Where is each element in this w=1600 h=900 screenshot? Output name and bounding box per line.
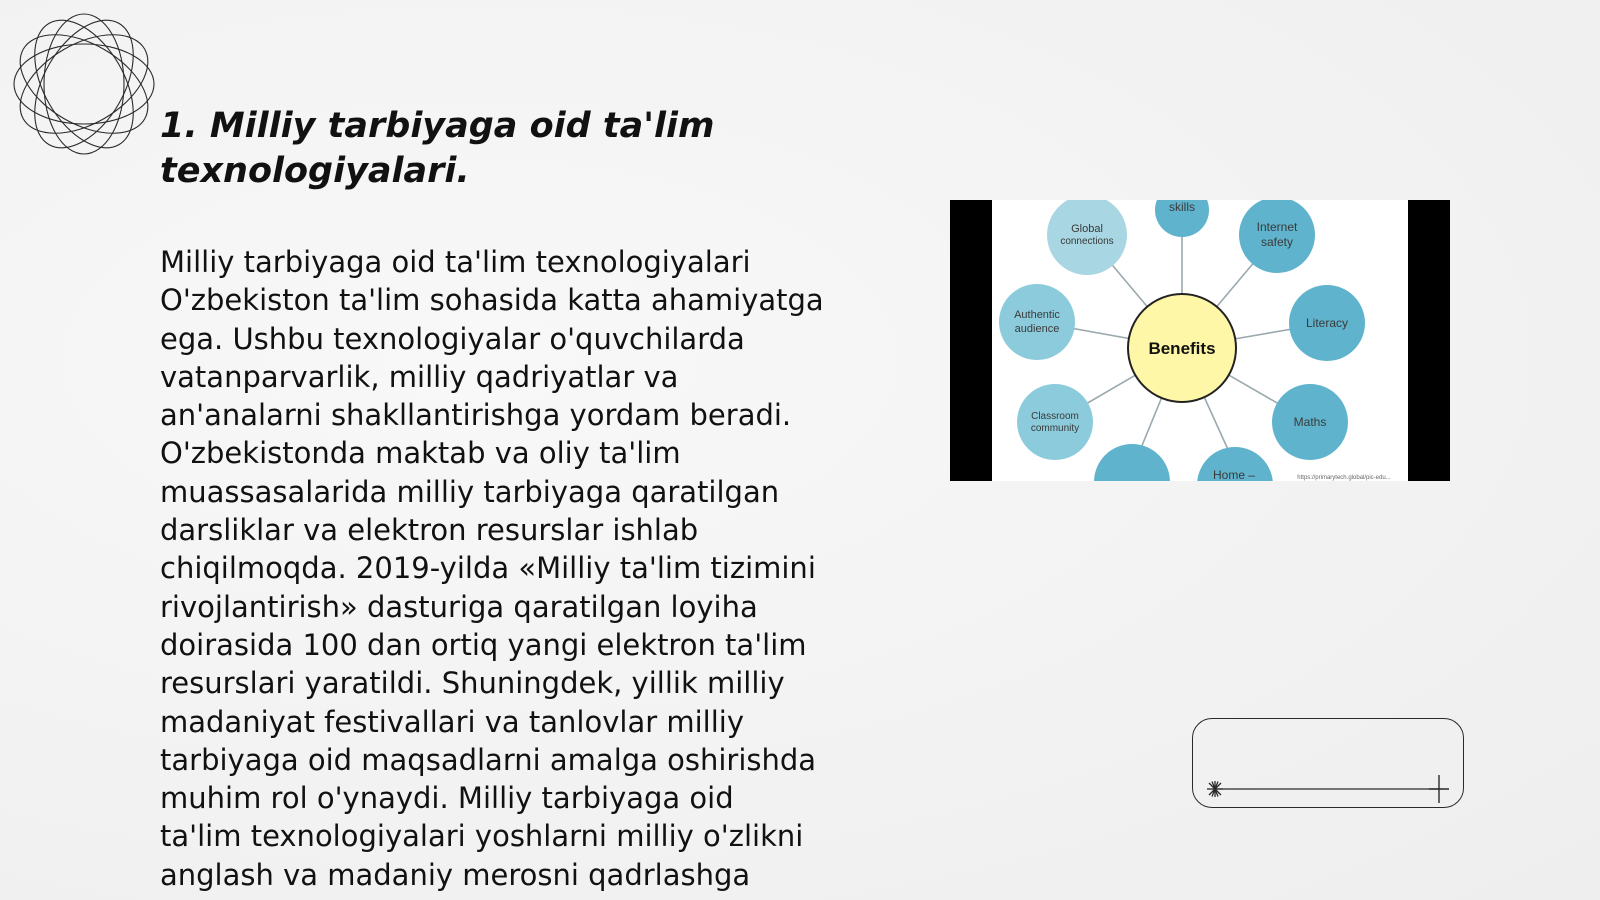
internet-label-1: Internet [1256,220,1298,234]
global-label-2: connections [1060,236,1114,247]
decorative-frame [1192,718,1464,808]
internet-label-2: safety [1260,235,1294,249]
body-line: resurslari yaratildi. Shuningdek, yillik milliy [160,666,785,701]
benefits-diagram-image [950,200,1450,481]
skills-label: skills [1169,200,1195,214]
body-line: an'analarni shakllantirishga yordam beradi. [160,398,792,433]
body-line: doirasida 100 dan ortiq yangi elektron ta'lim [160,627,807,662]
spirograph-ornament-icon [10,10,158,158]
classroom-label-1: Classroom [1031,411,1079,422]
body-line: muhim rol o'ynaydi. Milliy tarbiyaga oid [160,781,734,816]
body-line: ega. Ushbu texnologiyalar o'quvchilarda [160,321,745,356]
body-line: rivojlantirish» dasturiga qaratilgan loyiha [160,589,758,624]
body-line: chiqilmoqda. 2019-yilda «Milliy ta'lim tizimini [160,551,816,586]
plus-star-icon [1429,775,1449,803]
maths-label: Maths [1293,415,1327,429]
center-label: Benefits [1148,339,1216,358]
slide-title [160,104,860,194]
body-line: ta'lim texnologiyalari yoshlarni milliy o'zlikni [160,819,804,854]
body-line: anglash va madaniy merosni qadrlashga [160,857,751,892]
body-line: darsliklar va elektron resurslar ishlab [160,513,699,548]
source-url: https://primarytech.global/pic-edu... [1297,475,1391,481]
body-line: O'zbekiston ta'lim sohasida katta ahamiyatga [160,283,824,318]
benefits-diagram [950,200,1450,481]
body-line: O'zbekistonda maktab va oliy ta'lim [160,436,681,471]
classroom-label-2: community [1030,423,1080,434]
global-label-1: Global [1071,223,1103,235]
literacy-label: Literacy [1305,316,1349,330]
home-label: Home – [1212,468,1256,481]
authentic-label-2: audience [1014,323,1060,335]
authentic-label-1: Authentic [1014,309,1060,321]
body-line: madaniyat festivallari va tanlovlar milliy [160,704,745,739]
body-line: muassasalarida milliy tarbiyaga qaratilgan [160,474,780,509]
node-authentic-audience [999,284,1075,360]
node-classroom-community [1017,384,1093,460]
title-line-2: texnologiyalari. [160,151,470,191]
body-paragraph [160,243,850,894]
title-line-1: 1. Milliy tarbiyaga oid ta'lim [160,106,715,146]
sparkle-icon [1207,781,1223,797]
body-line: tarbiyaga oid maqsadlarni amalga oshirishda [160,742,817,777]
body-line: Milliy tarbiyaga oid ta'lim texnologiyalari [160,245,751,279]
body-line: vatanparvarlik, milliy qadriyatlar va [160,359,679,394]
decorative-line [1193,719,1465,809]
